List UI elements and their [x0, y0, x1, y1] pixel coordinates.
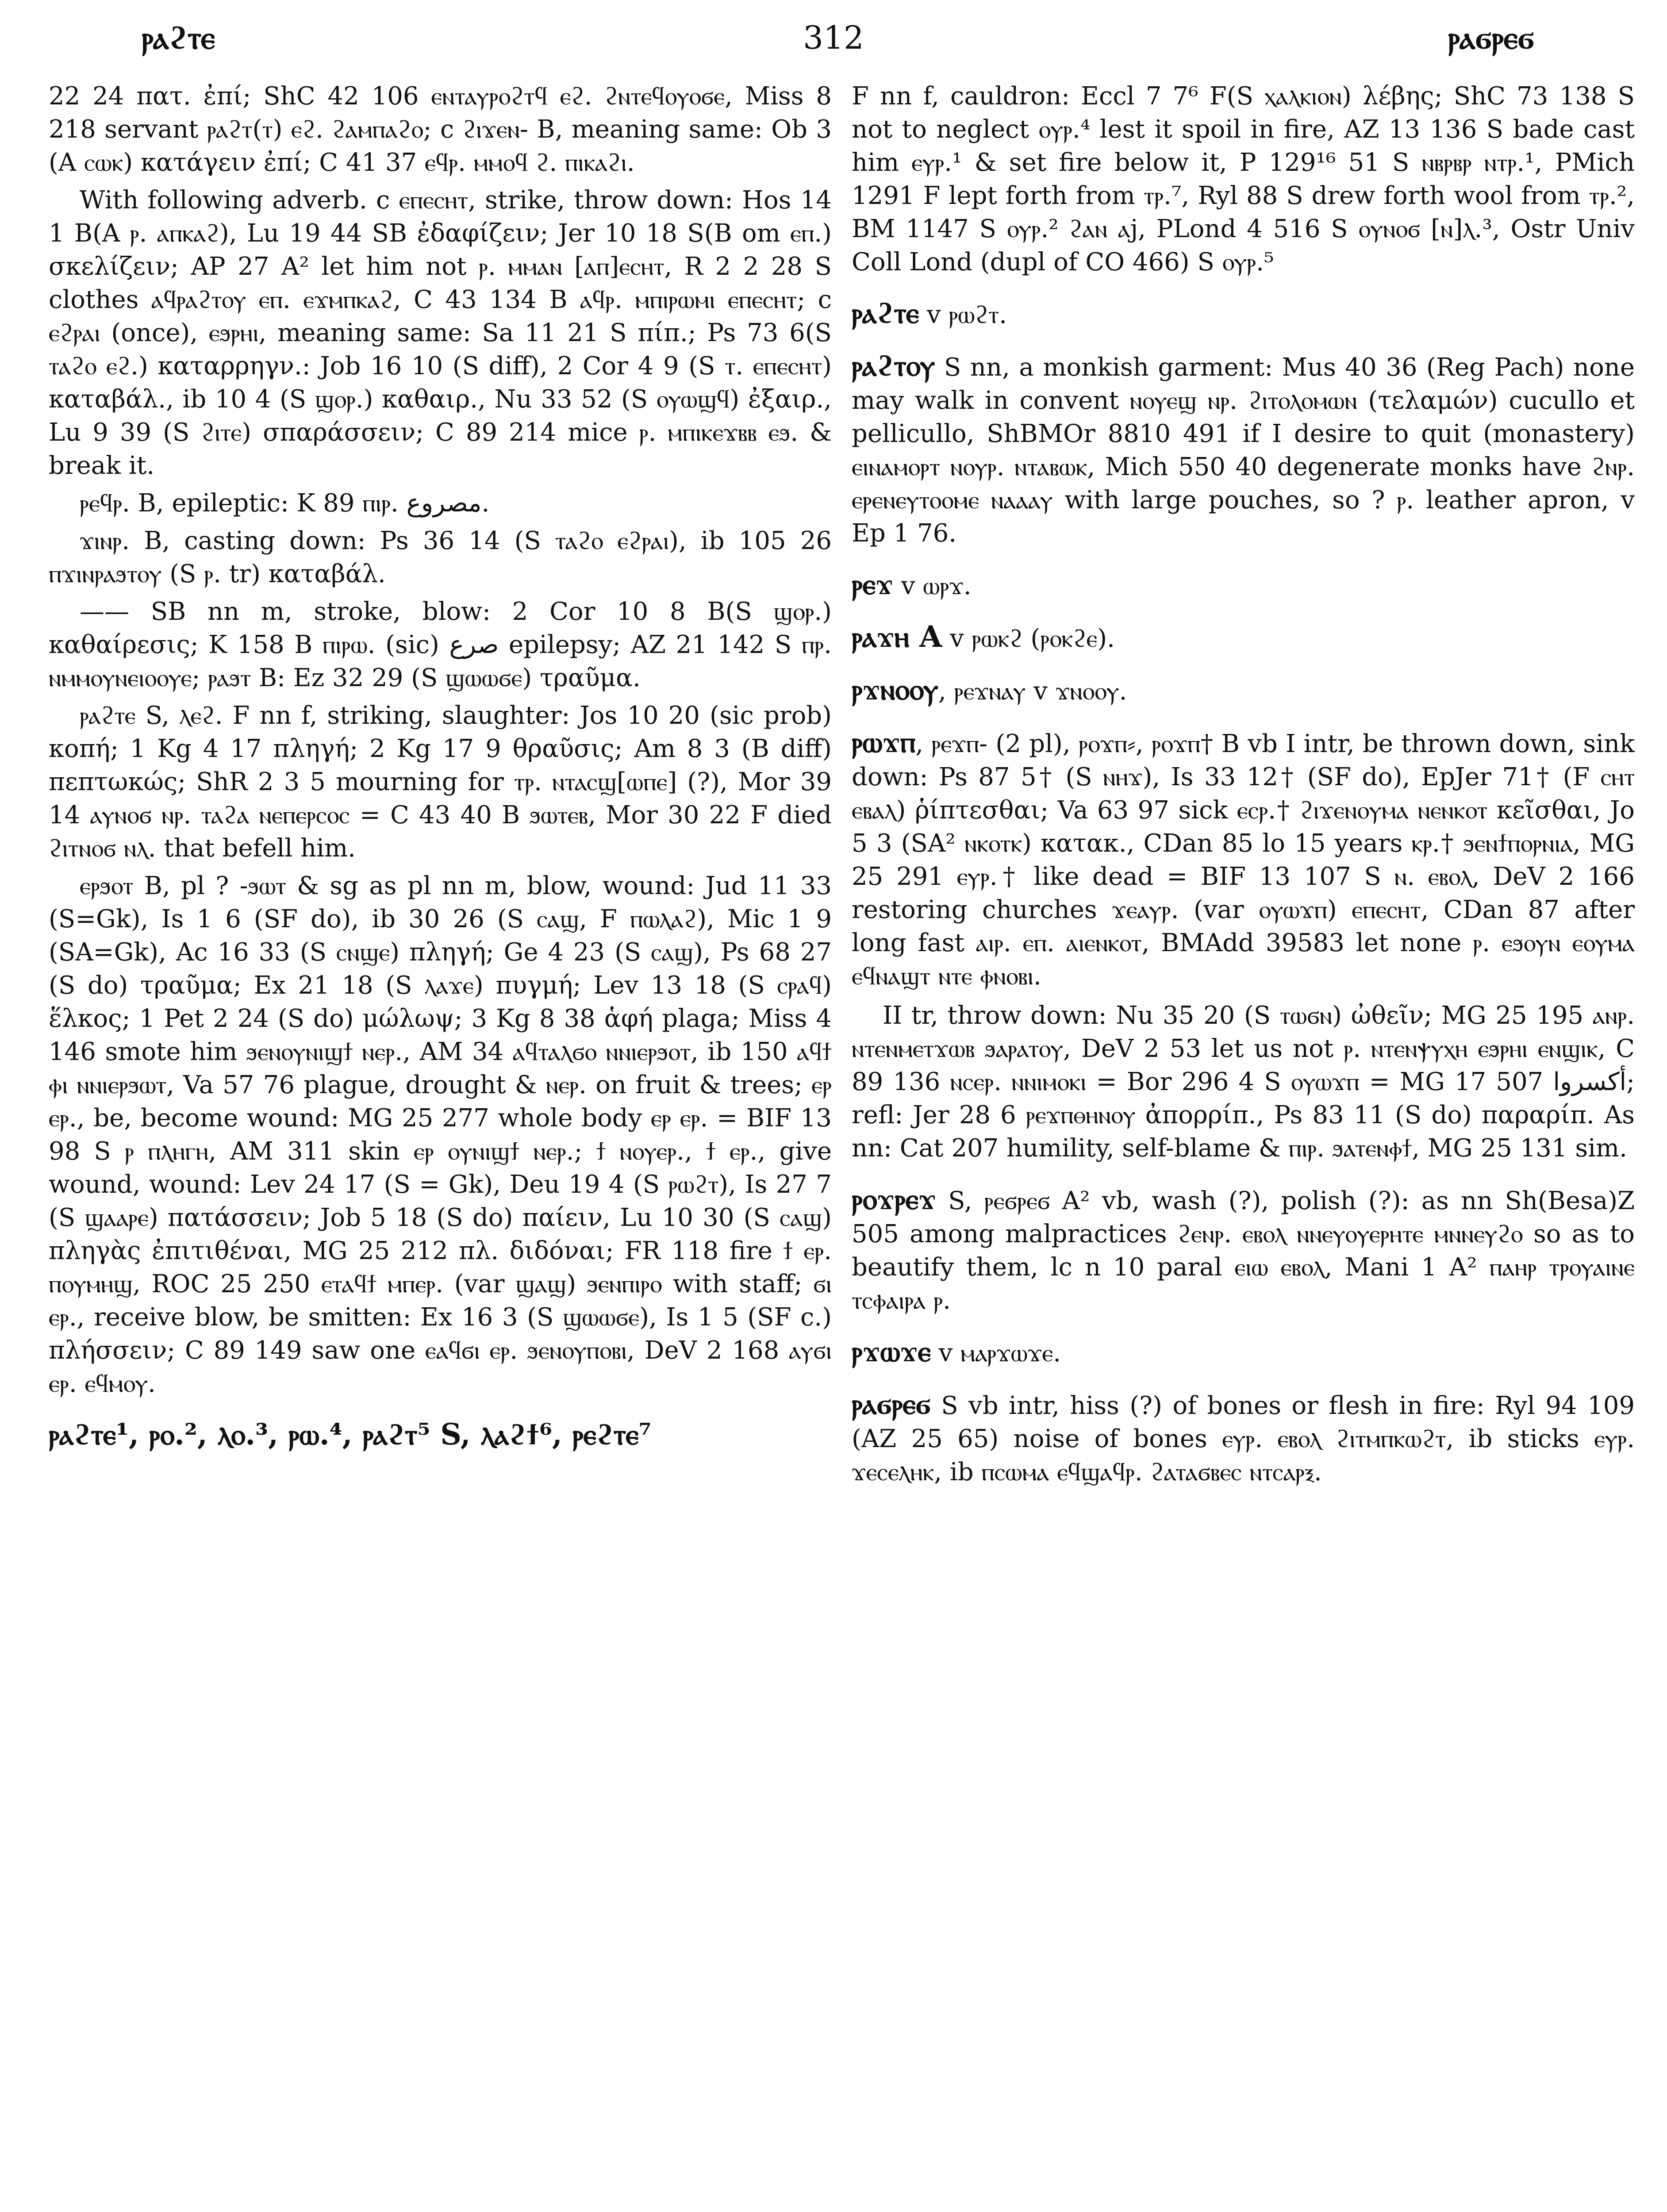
entry-lemma: ⲣⲁϩⲧⲉ [852, 296, 919, 330]
left-paragraph: With following adverb. c ⲉⲡⲉⲥⲏⲧ, strike, throw down: Hos 14 1 B(A ⲣ. ⲁⲡⲕⲁϩ), Lu 19 44 SB ἐδαφίζειν; Jer 10 18 S(B om ⲉⲡ.) σκελίζειν; AP 27 A² let him not ⲣ. ⲙⲙⲁⲛ [ⲁⲡ]ⲉⲥⲏⲧ, R 2 2 28 S clothes ⲁϥⲣⲁϩⲧⲟⲩ ⲉⲡ. ⲉϫⲙⲡⲕⲁϩ, C 43 134 B ⲁϥⲣ. ⲙⲡⲓⲣⲱⲙⲓ ⲉⲡⲉⲥⲏⲧ; c ⲉϩⲣⲁⲓ (once), ⲉϧⲣⲏⲓ, meaning same: Sa 11 21 S πίπ.; Ps 73 6(S ⲧⲁϩⲟ ⲉϩ.) καταρρηγν.: Job 16 10 (S diff), 2 Cor 4 9 (S ⲧ. ⲉⲡⲉⲥⲏⲧ) καταβάλ., ib 10 4 (S ϣⲟⲣ.) καθαιρ., Nu 33 52 (S ⲟⲩⲱϣϥ) ἐξαιρ., Lu 9 39 (S ϩⲓⲧⲉ) σπαράσσειν; C 89 214 mice ⲣ. ⲙⲡⲓⲕⲉϫⲃⲃ ⲉϧ. & break it. [49, 186, 832, 480]
entry [852, 673, 1635, 708]
entry-lemma: ⲣⲉϫ [852, 567, 894, 601]
right-column [852, 80, 1635, 1493]
entry-lemma: ⲣⲱϫⲡ [852, 725, 916, 759]
entry-text: , ⲣⲉϫⲡ- (2 pl), ⲣⲟϫⲡ⸗, ⲣⲟϫⲡ† B vb I intr, be thrown down, sink down: Ps 87 5† (S ⲛⲏϫ), Is 33 12† (SF do), EpJer 71† (F ⲥⲏⲧ ⲉⲃⲁⲗ) ῥίπτεσθαι; Va 63 97 sick ⲉⲥⲣ.† ϩⲓϫⲉⲛⲟⲩⲙⲁ ⲛⲉⲛⲕⲟⲧ κεῖσθαι, Jo 5 3 (SA² ⲛⲕⲟⲧⲕ) κατακ., CDan 85 lo 15 years ⲕⲣ.† ϧⲉⲛϯⲡⲟⲣⲛⲓⲁ, MG 25 291 ⲉⲩⲣ.† like dead = BIF 13 107 S ⲛ. ⲉⲃⲟⲗ, DeV 2 166 restoring churches ϫⲉⲁⲩⲣ. (var ⲟⲩⲱϫⲡ) ⲉⲡⲉⲥⲏⲧ, CDan 87 after long fast ⲁⲓⲣ. ⲉⲡ. ⲁⲓⲉⲛⲕⲟⲧ, BMAdd 39583 let none ⲣ. ⲉϧⲟⲩⲛ ⲉⲟⲩⲙⲁ ⲉϥⲛⲁϣⲧ ⲛⲧⲉ ⲫⲛⲟⲃⲓ. [852, 730, 1635, 991]
left-column [49, 80, 832, 1457]
entry-lemma: ⲣⲁϫⲏ A [852, 619, 942, 654]
left-final-lemma-line [49, 1418, 832, 1453]
entry [852, 349, 1635, 550]
entry-lemma: ⲣⲟϫⲣⲉϫ [852, 1182, 936, 1216]
left-paragraph: —— SB nn m, stroke, blow: 2 Cor 10 8 B(S ϣⲟⲣ.) καθαίρεσις; K 158 B ⲡⲓⲣⲱ. (sic) صرع epilepsy; AZ 21 142 S ⲡⲣ. ⲛⲙⲙⲟⲩⲛⲉⲓⲟⲟⲩⲉ; ⲣⲁϧⲧ B: Ez 32 29 (S ϣⲱⲱϭⲉ) τραῦμα. [49, 597, 832, 692]
left-paragraph: ϫⲓⲛⲣ. B, casting down: Ps 36 14 (S ⲧⲁϩⲟ ⲉϩⲣⲁⲓ), ib 105 26 ⲡϫⲓⲛⲣⲁϧⲧⲟⲩ (S ⲣ. tr) καταβάλ. [49, 526, 832, 588]
entry-lemma: ⲣⲁϩⲧⲟⲩ [852, 348, 935, 383]
entry-subsection [852, 997, 1635, 1165]
entry-text: v ⲙⲁⲣϫⲱϫⲉ. [930, 1339, 1061, 1367]
entry-text: S, ⲣⲉϭⲣⲉϭ A² vb, wash (?), polish (?): as nn Sh(Besa)Z 505 among malpractices ϩⲉⲛⲣ. ⲉⲃⲟⲗ ⲛⲛⲉⲩⲟⲩⲉⲣⲏⲧⲉ ⲙⲛⲛⲉⲩϩⲟ so as to beautify them, lc n 10 paral ⲉⲓⲱ ⲉⲃⲟⲗ, Mani 1 A² ⲡⲁⲏⲣ ⲧⲣⲟⲩⲁⲓⲛⲉ ⲧⲥⲫⲁⲓⲣⲁ ⲣ. [852, 1187, 1635, 1315]
entry [852, 296, 1635, 331]
entry [852, 1335, 1635, 1370]
entry-text: v ⲣⲱⲕϩ (ⲣⲟⲕϩⲉ). [942, 624, 1115, 653]
entry [852, 620, 1635, 655]
entry [852, 726, 1635, 993]
entry-lemma: ⲣϫⲱϫⲉ [852, 1334, 931, 1368]
left-paragraph: ⲣⲁϩⲧⲉ S, ⲗⲉϩ. F nn f, striking, slaughter: Jos 10 20 (sic prob) κοπή; 1 Kg 4 17 πληγή; 2 Kg 17 9 θραῦσις; Am 8 3 (B diff) πεπτωκώς; ShR 2 3 5 mourning for ⲧⲣ. ⲛⲧⲁⲥϣ[ⲱⲡⲉ] (?), Mor 39 14 ⲁⲩⲛⲟϭ ⲛⲣ. ⲧⲁϩⲁ ⲛⲉⲡⲉⲣⲥⲟⲥ = C 43 40 B ϧⲱⲧⲉⲃ, Mor 30 22 F died ϩⲓⲧⲛⲟϭ ⲛⲗ. that befell him. [49, 701, 832, 863]
left-paragraph: ⲉⲣϧⲟⲧ B, pl ? -ϧⲱⲧ & sg as pl nn m, blow, wound: Jud 11 33 (S=Gk), Is 1 6 (SF do), ib 30 26 (S ⲥⲁϣ, F ⲡⲱⲗⲁϩ), Mic 1 9 (SA=Gk), Ac 16 33 (S ⲥⲛϣⲉ) πληγή; Ge 4 23 (S ⲥⲁϣ), Ps 68 27 (S do) τραῦμα; Ex 21 18 (S ⲗⲁϫⲉ) πυγμή; Lev 13 18 (S ⲥⲣⲁϥ) ἕλκος; 1 Pet 2 24 (S do) μώλωψ; 3 Kg 8 38 ἁφή plaga; Miss 4 146 smote him ϧⲉⲛⲟⲩⲛⲓϣϯ ⲛⲉⲣ., AM 34 ⲁϥⲧⲁⲗϭⲟ ⲛⲛⲓⲉⲣϧⲟⲧ, ib 150 ⲁϥϯ ⲫⲓ ⲛⲛⲓⲉⲣϧⲱⲧ, Va 57 76 plague, drought & ⲛⲉⲣ. on fruit & trees; ⲉⲣ ⲉⲣ., be, become wound: MG 25 277 whole body ⲉⲣ ⲉⲣ. = BIF 13 98 S ⲣ ⲡⲗⲏⲅⲏ, AM 311 skin ⲉⲣ ⲟⲩⲛⲓϣϯ ⲛⲉⲣ.; ϯ ⲛⲟⲩⲉⲣ., ϯ ⲉⲣ., give wound, wound: Lev 24 17 (S = Gk), Deu 19 4 (S ⲣⲱϩⲧ), Is 27 7 (S ϣⲁⲁⲣⲉ) πατάσσειν; Job 5 18 (S do) παίειν, Lu 10 30 (S ⲥⲁϣ) πληγὰς ἐπιτιθέναι, MG 25 212 πλ. διδόναι; FR 118 fire ϯ ⲉⲣ. ⲡⲟⲩⲙⲏϣ, ROC 25 250 ⲉⲧⲁϥϯ ⲙⲡⲉⲣ. (var ϣⲁϣ) ϧⲉⲛⲡⲓⲣⲟ with staff; ϭⲓ ⲉⲣ., receive blow, be smitten: Ex 16 3 (S ϣⲱⲱϭⲉ), Is 1 5 (SF c.) πλήσσειν; C 89 149 saw one ⲉⲁϥϭⲓ ⲉⲣ. ϧⲉⲛⲟⲩⲡⲟⲃⲓ, DeV 2 168 ⲁⲩϭⲓ ⲉⲣ. ⲉϥⲙⲟⲩ. [49, 872, 832, 1398]
entry [852, 1183, 1635, 1317]
entry [852, 1387, 1635, 1489]
entry-text: v ⲱⲣϫ. [893, 572, 972, 600]
left-paragraph: ⲣⲉϥⲣ. B, epileptic: K 89 ⲡⲓⲣ. مصروع. [80, 489, 490, 518]
entry-text: , ⲣⲉϫⲛⲁⲩ v ϫⲛⲟⲟⲩ. [938, 677, 1127, 706]
entry-lemma: ⲣϫⲛⲟⲟⲩ [852, 672, 938, 707]
page-number: 312 [803, 19, 864, 56]
entry-text: S nn, a monkish garment: Mus 40 36 (Reg Pach) none may walk in convent ⲛⲟⲩⲉϣ ⲛⲣ. ϩⲓⲧⲟⲗⲟⲙⲱⲛ (τελαμών) cucullo et pellicullo, ShBMOr 8810 491 if I desire to quit (monastery) ⲉⲓⲛⲁⲙⲟⲣⲧ ⲛⲟⲩⲣ. ⲛⲧⲁⲃⲱⲕ, Mich 550 40 degenerate monks have ϩⲛⲣ. ⲉⲣⲉⲛⲉⲩⲧⲟⲟⲙⲉ ⲛⲁⲁⲁⲩ with large pouches, so ? ⲣ. leather apron, v Ep 1 76. [852, 353, 1635, 548]
entry-lemma: ⲣⲁϩⲧⲉ¹, ⲣⲟ.², ⲗⲟ.³, ⲣⲱ.⁴, ⲣⲁϩⲧ⁵ S, ⲗⲁϩϯ⁶, ⲣⲉϩⲧⲉ⁷ [49, 1417, 652, 1452]
entry-text: II tr, throw down: Nu 35 20 (S ⲧⲱϭⲛ) ὠθεῖν; MG 25 195 ⲁⲛⲣ. ⲛⲧⲉⲛⲙⲉⲧϫⲱⲃ ϧⲁⲣⲁⲧⲟⲩ, DeV 2 53 let us not ⲣ. ⲛⲧⲉⲛⲯⲩⲭⲏ ⲉϧⲣⲏⲓ ⲉⲛϣⲓⲕ, C 89 136 ⲛⲥⲉⲣ. ⲛⲛⲓⲙⲟⲕⲓ = Bor 296 4 S ⲟⲩⲱϫⲡ = MG 17 507 أكسروا; refl: Jer 28 6 ⲣⲉϫⲡⲑⲏⲛⲟⲩ ἀπορρίπ., Ps 83 11 (S do) παραρίπ. As nn: Cat 207 humility, self-blame & ⲡⲓⲣ. ϧⲁⲧⲉⲛⲫϯ, MG 25 131 sim. [852, 1001, 1635, 1163]
entry-text: v ⲣⲱϩⲧ. [919, 300, 1007, 329]
entry [852, 568, 1635, 603]
entry-lemma: ⲣⲁϭⲣⲉϭ [852, 1386, 931, 1421]
header-right-catchword: ⲣⲁϭⲣⲉϭ [1448, 19, 1534, 56]
header-left-catchword: ⲣⲁϩⲧⲉ [142, 19, 215, 56]
right-continuation: F nn f, cauldron: Eccl 7 7⁶ F(S ⲭⲁⲗⲕⲓⲟⲛ) λέβης; ShC 73 138 S not to neglect ⲟⲩⲣ.⁴ lest it spoil in fire, AZ 13 136 S bade cast him ⲉⲩⲣ.¹ & set fire below it, P 129¹⁶ 51 S ⲛⲃⲣⲃⲣ ⲛⲧⲣ.¹, PMich 1291 F lept forth from ⲧⲣ.⁷, Ryl 88 S drew forth wool from ⲧⲣ.², BM 1147 S ⲟⲩⲣ.² ϩⲁⲛ ⲁϳ, PLond 4 516 S ⲟⲩⲛⲟϭ [ⲛ]ⲗ.³, Ostr Univ Coll Lond (dupl of CO 466) S ⲟⲩⲣ.⁵ [852, 82, 1635, 276]
entry-text: S vb intr, hiss (?) of bones or flesh in fire: Ryl 94 109 (AZ 25 65) noise of bones ⲉⲩⲣ. ⲉⲃⲟⲗ ϩⲓⲧⲙⲡⲕⲱϩⲧ, ib sticks ⲉⲩⲣ. ϫⲉⲥⲉⲗⲏⲕ, ib ⲡⲥⲱⲙⲁ ⲉϥϣⲁϥⲣ. ϩⲁⲧⲁϭⲃⲉⲥ ⲛⲧⲥⲁⲣⲝ. [852, 1391, 1635, 1486]
left-paragraph: 22 24 πατ. ἐπί; ShC 42 106 ⲉⲛⲧⲁⲩⲣⲟϩⲧϥ ⲉϩ. ϩⲛⲧⲉϥⲟⲩⲟϭⲉ, Miss 8 218 servant ⲣⲁϩⲧ(ⲧ) ⲉϩ. ϩⲁⲙⲡⲁϩⲟ; c ϩⲓϫⲉⲛ- B, meaning same: Ob 3 (A ⲥⲱⲕ) κατάγειν ἐπί; C 41 37 ⲉϥⲣ. ⲙⲙⲟϥ ϩ. ⲡⲓⲕⲁϩⲓ. [49, 82, 832, 177]
